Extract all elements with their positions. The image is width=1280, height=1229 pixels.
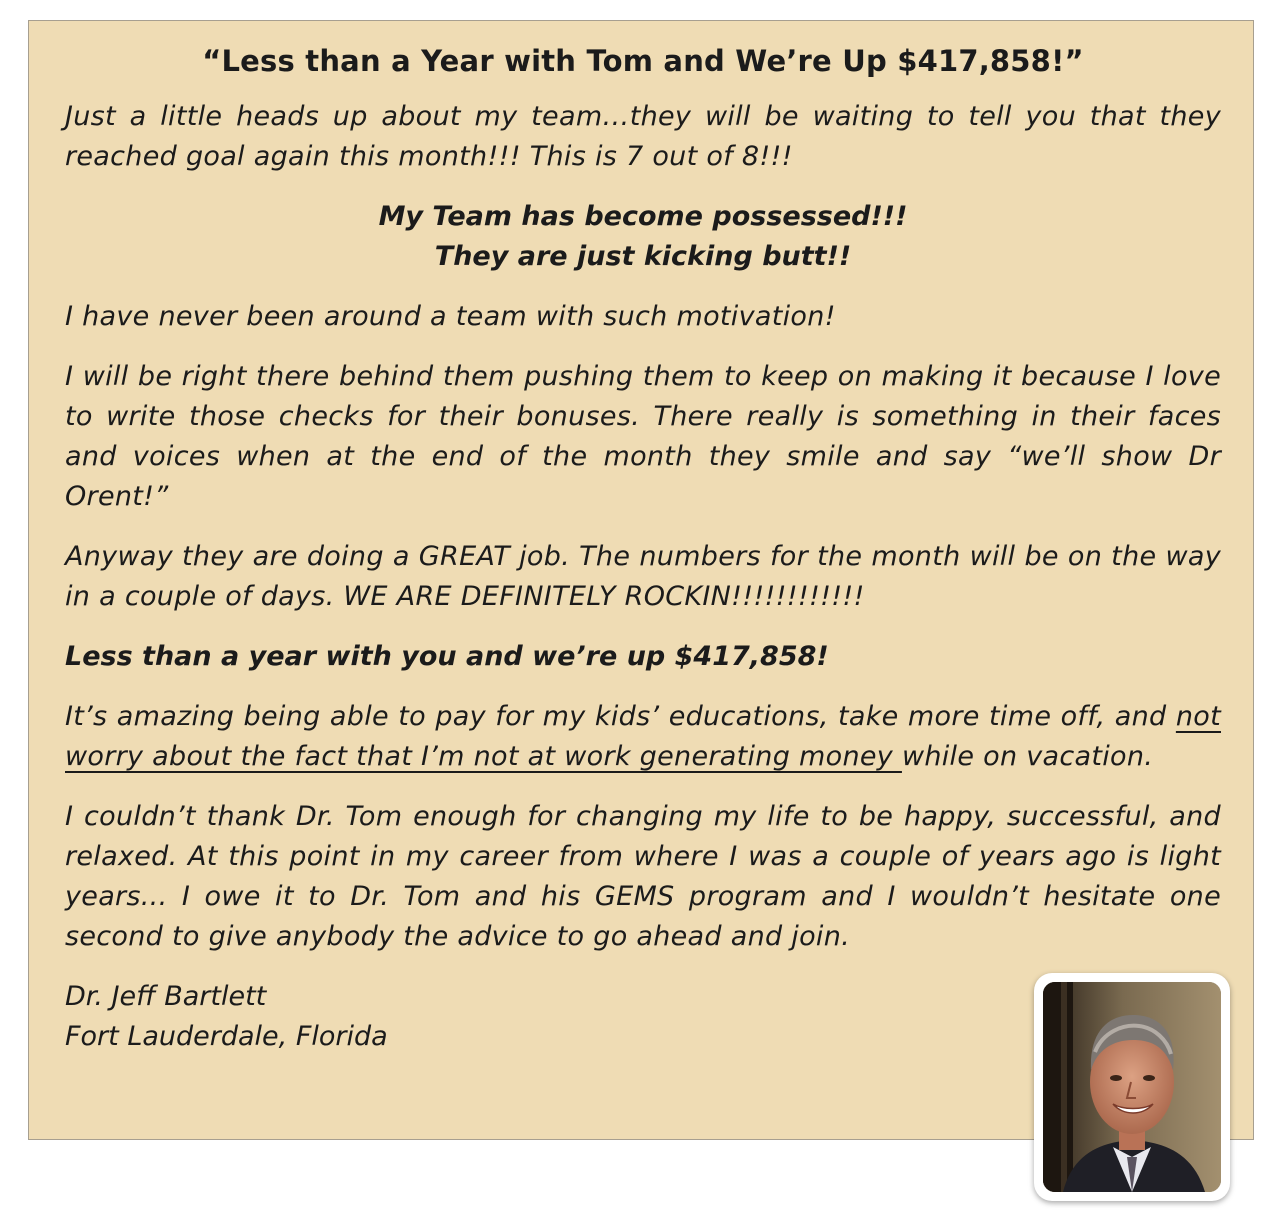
amazing-paragraph <box>65 697 1221 777</box>
emphasis-line-2: They are just kicking butt!! <box>434 241 852 272</box>
author-photo <box>1043 982 1221 1192</box>
great-job-paragraph: Anyway they are doing a GREAT job. The numbers for the month will be on the way in a couple of days. WE ARE DEFINITELY ROCKIN!!!!!!!!!!!! <box>65 541 1221 612</box>
author-photo-frame <box>1034 973 1230 1201</box>
motivation-paragraph: I have never been around a team with such motivation! <box>65 301 836 332</box>
intro-paragraph: Just a little heads up about my team…they will be waiting to tell you that they reached goal again this month!!! This is 7 out of 8!!! <box>65 101 1221 172</box>
signature-location: Fort Lauderdale, Florida <box>65 1021 388 1052</box>
result-paragraph: Less than a year with you and we’re up $417,858! <box>65 641 829 672</box>
emphasis-line-1: My Team has become possessed!!! <box>378 201 908 232</box>
testimonial-card <box>28 20 1254 1140</box>
author-portrait-image <box>1043 982 1221 1192</box>
testimonial-content <box>65 41 1221 1057</box>
amazing-text-underlined: not worry about the fact that I’m not at work generating money <box>65 701 1221 772</box>
checks-paragraph: I will be right there behind them pushing them to keep on making it because I love to write those checks for their bonuses. There really is something in their faces and voices when at the end of the month they smile and say “we’ll show Dr Orent!” <box>65 361 1221 512</box>
emphasis-block <box>65 197 1221 277</box>
signature-name: Dr. Jeff Bartlett <box>65 981 267 1012</box>
amazing-text-before: It’s amazing being able to pay for my kids’ educations, take more time off, and <box>65 701 1176 732</box>
amazing-text-after: while on vacation. <box>901 741 1154 772</box>
testimonial-headline: “Less than a Year with Tom and We’re Up $417,858!” <box>202 44 1084 78</box>
thanks-paragraph: I couldn’t thank Dr. Tom enough for changing my life to be happy, successful, and relaxed. At this point in my career from where I was a couple of years ago is light years... I owe it to Dr. Tom and his GEMS program and I wouldn’t hesitate one second to give anybody the advice to go ahead and join. <box>65 801 1221 952</box>
